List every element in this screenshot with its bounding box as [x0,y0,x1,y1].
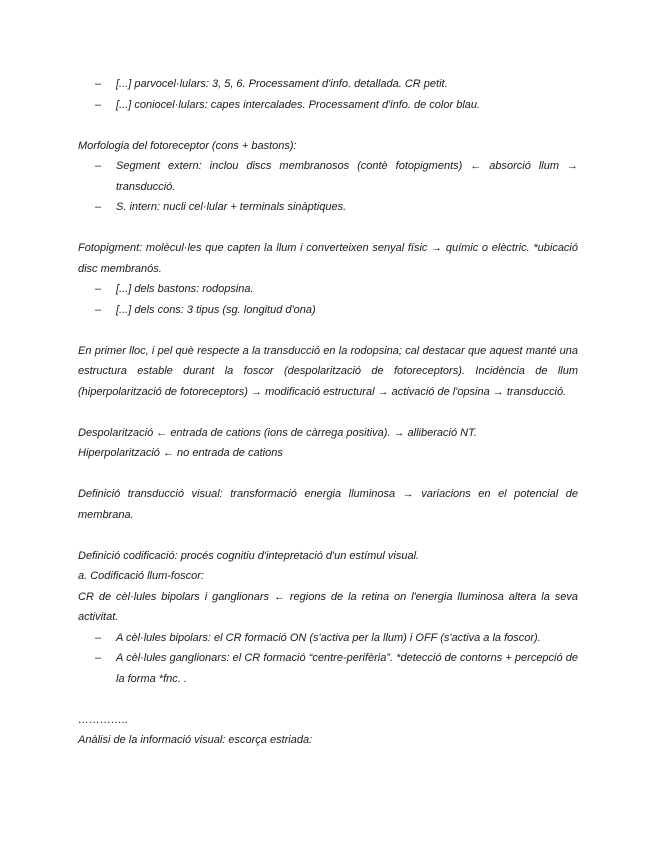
codificacio-paragraph: CR de cèl·lules bipolars i ganglionars ← regions de la retina on l'energia lluminosa altera la seva activitat. [78,590,578,623]
fotopigment-list [78,279,578,320]
list-item: – [...] coniocel·lulars: capes intercalades. Processament d'info. de color blau. [95,98,481,111]
list-item: – S. intern: nucli cel·lular + terminals sinàptiques. [95,201,347,213]
definicio-transduccio: Definició transducció visual: transformació energia lluminosa → variacions en el potencial de membrana. [78,488,578,521]
codificacio-subheading: a. Codificació llum-foscor: [78,570,204,582]
morfologia-list [78,156,578,218]
despolaritzacio-line: Despolarització ← entrada de cations (ions de càrrega positiva). → alliberació NT. [78,426,477,439]
list-item: – A cèl·lules ganglionars: el CR formació “centre-perifèria”. *detecció de contorns + percepció de la forma *fnc. . [95,652,578,685]
morfologia-heading: Morfologia del fotoreceptor (cons + bastons): [78,139,297,152]
list-item: – [...] dels bastons: rodopsina. [95,283,254,295]
list-item: – [...] dels cons: 3 tipus (sg. longitud d'ona) [95,303,316,316]
transduccio-paragraph: En primer lloc, i pel què respecte a la transducció en la rodopsina; cal destacar que aquest manté una estructura estable durant la foscor (despolarització de fotoreceptors). Incidència de llum (hiperpolarització de fotoreceptors) → modificació estructural → activació de l'opsina → transducció. [78,344,578,398]
list-item: – [...] parvocel·lulars: 3, 5, 6. Processament d'info. detallada. CR petit. [95,78,448,90]
hiperpolaritzacio-line: Hiperpolarització ← no entrada de cations [78,447,283,459]
document-body [78,74,578,751]
fotopigment-paragraph: Fotopigment: molècul·les que capten la llum i converteixen senyal físic → químic o elèctric. *ubicació disc membranós. [78,242,578,275]
dots-separator: ………….. [78,713,129,726]
list-item: – Segment extern: inclou discs membranosos (contè fotopigments) ← absorció llum → transducció. [95,160,578,193]
analisi-heading: Anàlisi de la informació visual: escorça estriada: [78,734,313,746]
codificacio-list [78,628,578,690]
definicio-codificacio: Definició codificació: procés cognitiu d'intepretació d'un estímul visual. [78,549,420,562]
parvo-konio-list [78,74,578,115]
list-item: – A cèl·lules bipolars: el CR formació ON (s'activa per la llum) i OFF (s'activa a la foscor). [95,631,541,644]
